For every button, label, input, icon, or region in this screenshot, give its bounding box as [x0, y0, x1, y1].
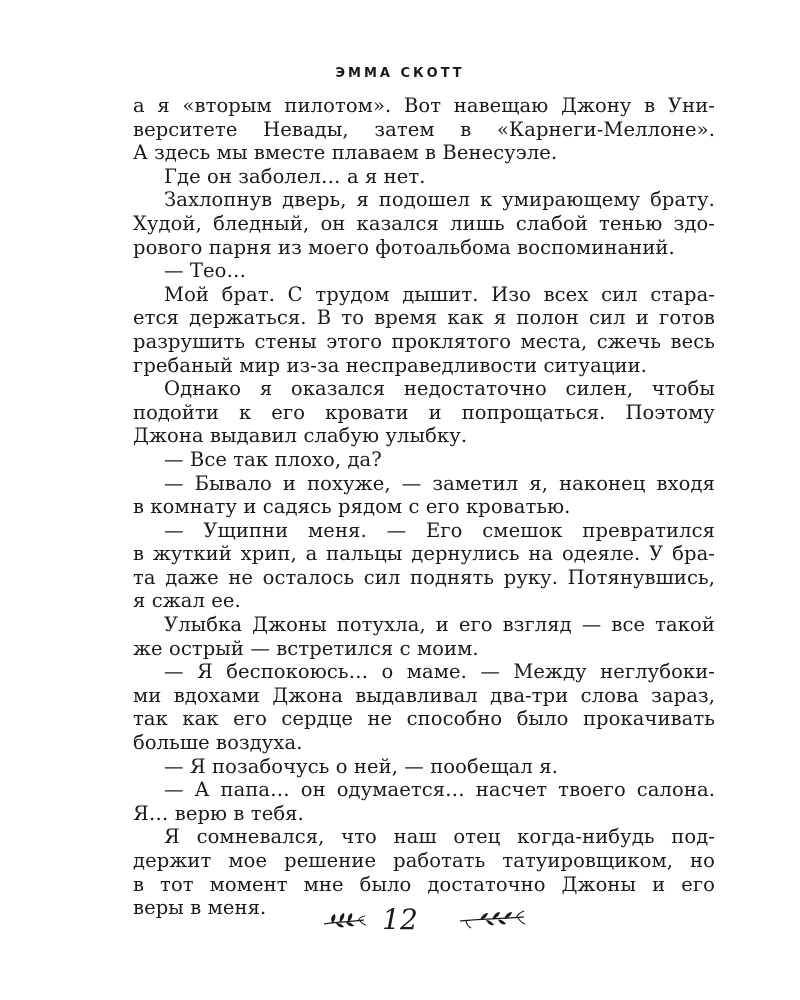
text-line: Улыбка Джоны потухла, и его взгляд — все такой [164, 613, 715, 637]
body-text [133, 94, 715, 920]
text-line: — Я позабочусь о ней, — пообещал я. [164, 754, 558, 778]
text-line: А здесь мы вместе плаваем в Венесуэле. [133, 141, 558, 165]
page-footer [0, 903, 800, 939]
text-line: ется держаться. В то время как я полон сил и готов [133, 306, 715, 330]
text-line: Худой, бледный, он казался лишь слабой тенью здо- [133, 211, 715, 235]
text-line: держит мое решение работать татуировщиком, но [133, 849, 715, 872]
page-number: 12 [382, 903, 418, 936]
text-line: Я… верю в тебя. [133, 801, 304, 825]
text-line: так как его сердце не способно было прокачивать [133, 707, 715, 731]
text-line: — Бывало и похуже, — заметил я, наконец входя [164, 471, 715, 495]
text-line: ми вдохами Джона выдавливал два-три слова зараз, [133, 683, 715, 707]
text-line: — Ущипни меня. — Его смешок превратился [164, 518, 715, 542]
text-line: рового парня из моего фотоальбома воспоминаний. [133, 235, 675, 259]
text-line: же острый — встретился с моим. [133, 636, 479, 660]
text-line: в тот момент мне было достаточно Джоны и его [133, 872, 715, 896]
text-line: — Все так плохо, да? [164, 447, 382, 471]
text-line: а я «вторым пилотом». Вот навещаю Джону в Уни- [133, 94, 715, 117]
text-line: Где он заболел… а я нет. [164, 164, 426, 188]
text-line: Джона выдавил слабую улыбку. [133, 424, 468, 448]
text-line: в комнату и садясь рядом с его кроватью. [133, 495, 571, 519]
text-line: я сжал ее. [133, 589, 241, 613]
text-line: разрушить стены этого проклятого места, сжечь весь [133, 329, 715, 353]
text-line: больше воздуха. [133, 731, 303, 755]
leaf-ornament-right-icon [458, 907, 526, 933]
text-line: Я сомневался, что наш отец когда-нибудь под- [164, 825, 715, 849]
text-line: веры в меня. [133, 896, 267, 920]
text-line: — А папа… он одумается… насчет твоего салона. [164, 778, 715, 802]
text-line: Мой брат. С трудом дышит. Изо всех сил стара- [164, 282, 715, 306]
text-line: — Я беспокоюсь… о маме. — Между неглубоки- [164, 660, 715, 684]
running-head: ЭММА СКОТТ [335, 66, 465, 81]
text-line: Однако я оказался недостаточно силен, чтобы [164, 377, 715, 401]
text-line: верситете Невады, затем в «Карнеги-Меллоне». [133, 117, 715, 141]
text-line: та даже не осталось сил поднять руку. Потянувшись, [133, 565, 715, 589]
text-line: — Тео… [164, 259, 247, 283]
text-line: подойти к его кровати и попрощаться. Поэтому [133, 400, 715, 424]
text-line: Захлопнув дверь, я подошел к умирающему брату. [164, 188, 715, 212]
text-line: гребаный мир из-за несправедливости ситуации. [133, 353, 647, 377]
text-line: в жуткий хрип, а пальцы дернулись на одеяле. У бра- [133, 542, 715, 566]
